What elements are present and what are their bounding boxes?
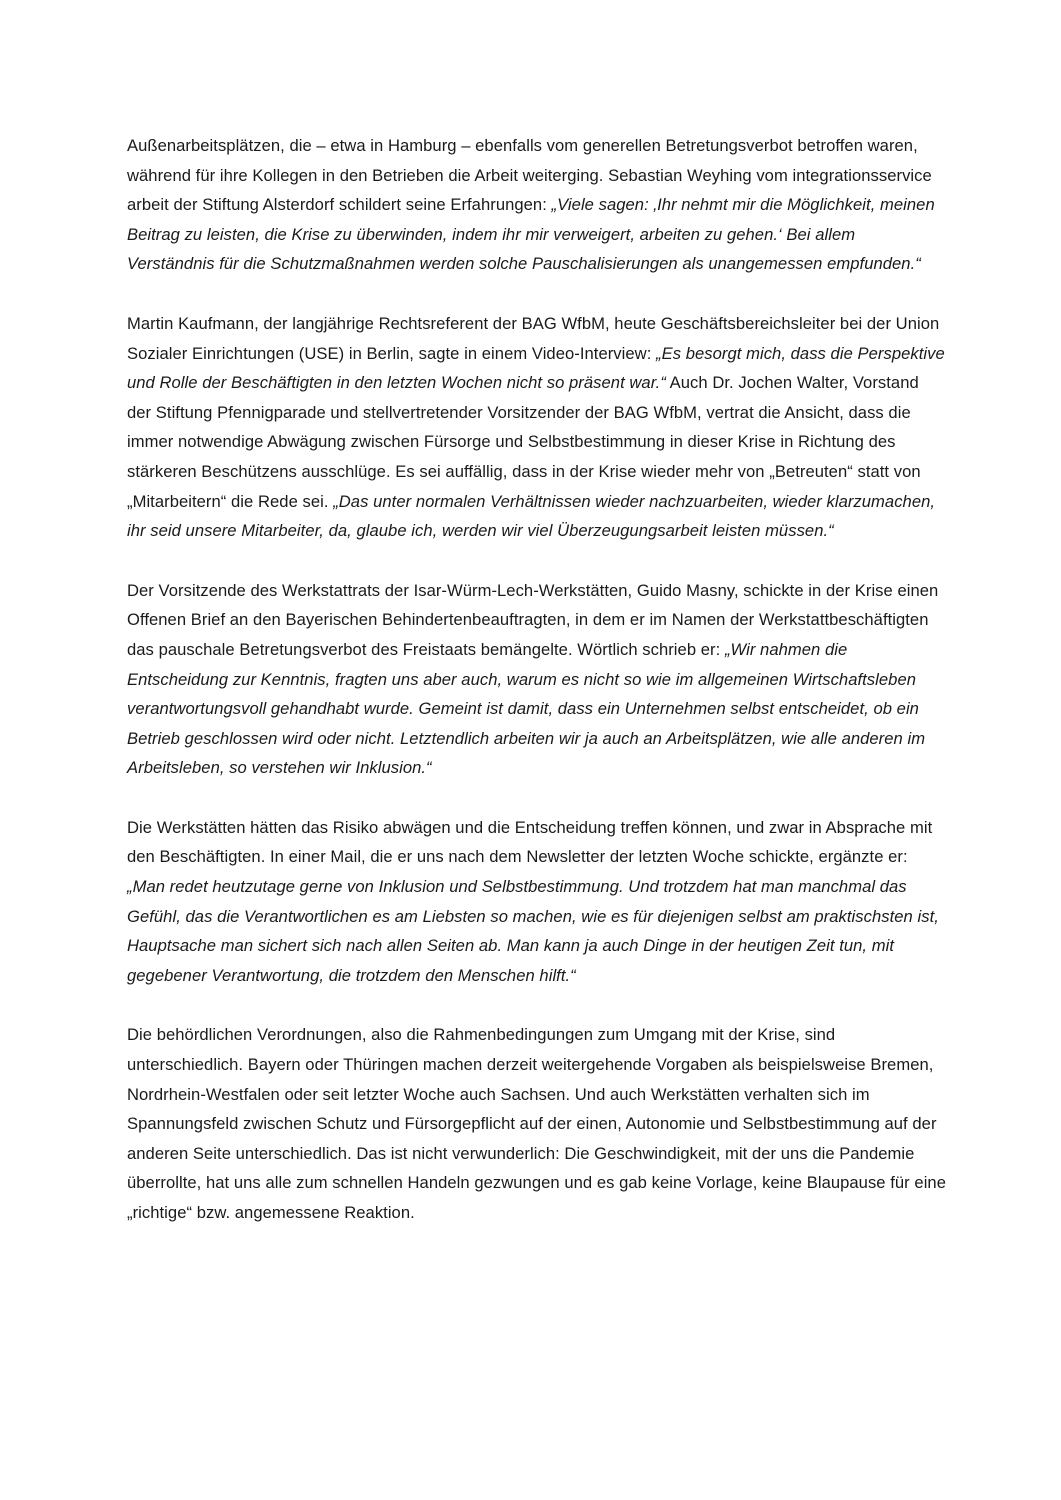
paragraph-4-quote: „Man redet heutzutage gerne von Inklusion und Selbstbestimmung. Und trotzdem hat man manchmal das Gefühl, das die Verantwortlichen es am Liebsten so machen, wie es für diejenigen selbst am praktischsten ist, Hauptsache man sichert sich nach allen Seiten ab. Man kann ja auch Dinge in der heutigen Zeit tun, mit gegebener Verantwortung, die trotzdem den Menschen hilft.“: [127, 877, 939, 985]
paragraph-5: [127, 1020, 947, 1227]
paragraph-5-text: Die behördlichen Verordnungen, also die Rahmenbedingungen zum Umgang mit der Krise, sind unterschiedlich. Bayern oder Thüringen machen derzeit weitergehende Vorgaben als beispielsweise Bremen, Nordrhein-Westfalen oder seit letzter Woche auch Sachsen. Und auch Werkstätten verhalten sich im Spannungsfeld zwischen Schutz und Fürsorgepflicht auf der einen, Autonomie und Selbstbestimmung auf der anderen Seite unterschiedlich. Das ist nicht verwunderlich: Die Geschwindigkeit, mit der uns die Pandemie überrollte, hat uns alle zum schnellen Handeln gezwungen und es gab keine Vorlage, keine Blaupause für eine „richtige“ bzw. angemessene Reaktion.: [127, 1025, 946, 1222]
document-body: [127, 131, 947, 1258]
paragraph-2-text-a: Martin Kaufmann, der langjährige Rechtsreferent der BAG WfbM, heute Geschäftsbereichsleiter bei der Union Sozialer Einrichtungen (USE) in Berlin, sagte in einem Video-Interview:: [127, 313, 940, 363]
paragraph-2-text-b: Auch Dr. Jochen Walter, Vorstand der Stiftung Pfennigparade und stellvertretender Vorsitzender der BAG WfbM, vertrat die Ansicht, dass die immer notwendige Abwägung zwischen Fürsorge und Selbstbestimmung in dieser Krise in Richtung des stärkeren Beschützens ausschlüge. Es sei auffällig, dass in der Krise wieder mehr von „Betreuten“ statt von „Mitarbeitern“ die Rede sei.: [127, 373, 921, 511]
paragraph-3: [127, 576, 947, 783]
paragraph-3-text: Der Vorsitzende des Werkstattrats der Isar-Würm-Lech-Werkstätten, Guido Masny, schickte in der Krise einen Offenen Brief an den Bayerischen Behindertenbeauftragten, in dem er im Namen der Werkstattbeschäftigten das pauschale Betretungsverbot des Freistaats bemängelte. Wörtlich schrieb er:: [127, 580, 939, 659]
paragraph-1-text: Außenarbeitsplätzen, die – etwa in Hamburg – ebenfalls vom generellen Betretungsverbot betroffen waren, während für ihre Kollegen in den Betrieben die Arbeit weiterging. Sebastian Weyhing vom integrationsservice arbeit der Stiftung Alsterdorf schildert seine Erfahrungen:: [127, 136, 932, 215]
paragraph-1: [127, 131, 947, 279]
paragraph-2-quote-a: „Es besorgt mich, dass die Perspektive und Rolle der Beschäftigten in den letzten Wochen nicht so präsent war.“: [127, 343, 945, 393]
paragraph-2-quote-b: „Das unter normalen Verhältnissen wieder nachzuarbeiten, wieder klarzumachen, ihr seid unsere Mitarbeiter, da, glaube ich, werden wir viel Überzeugungsarbeit leisten müssen.“: [127, 491, 936, 541]
paragraph-2: [127, 309, 947, 546]
paragraph-1-quote: „Viele sagen: ‚Ihr nehmt mir die Möglichkeit, meinen Beitrag zu leisten, die Krise zu überwinden, indem ihr mir verweigert, arbeiten zu gehen.‘ Bei allem Verständnis für die Schutzmaßnahmen werden solche Pauschalisierungen als unangemessen empfunden.“: [127, 195, 935, 274]
paragraph-4-text: Die Werkstätten hätten das Risiko abwägen und die Entscheidung treffen können, und zwar in Absprache mit den Beschäftigten. In einer Mail, die er uns nach dem Newsletter der letzten Woche schickte, ergänzte er:: [127, 817, 933, 867]
paragraph-3-quote: „Wir nahmen die Entscheidung zur Kenntnis, fragten uns aber auch, warum es nicht so wie im allgemeinen Wirtschaftsleben verantwortungsvoll gehandhabt wurde. Gemeint ist damit, dass ein Unternehmen selbst entscheidet, ob ein Betrieb geschlossen wird oder nicht. Letztendlich arbeiten wir ja auch an Arbeitsplätzen, wie alle anderen im Arbeitsleben, so verstehen wir Inklusion.“: [127, 639, 926, 778]
paragraph-4: [127, 813, 947, 991]
